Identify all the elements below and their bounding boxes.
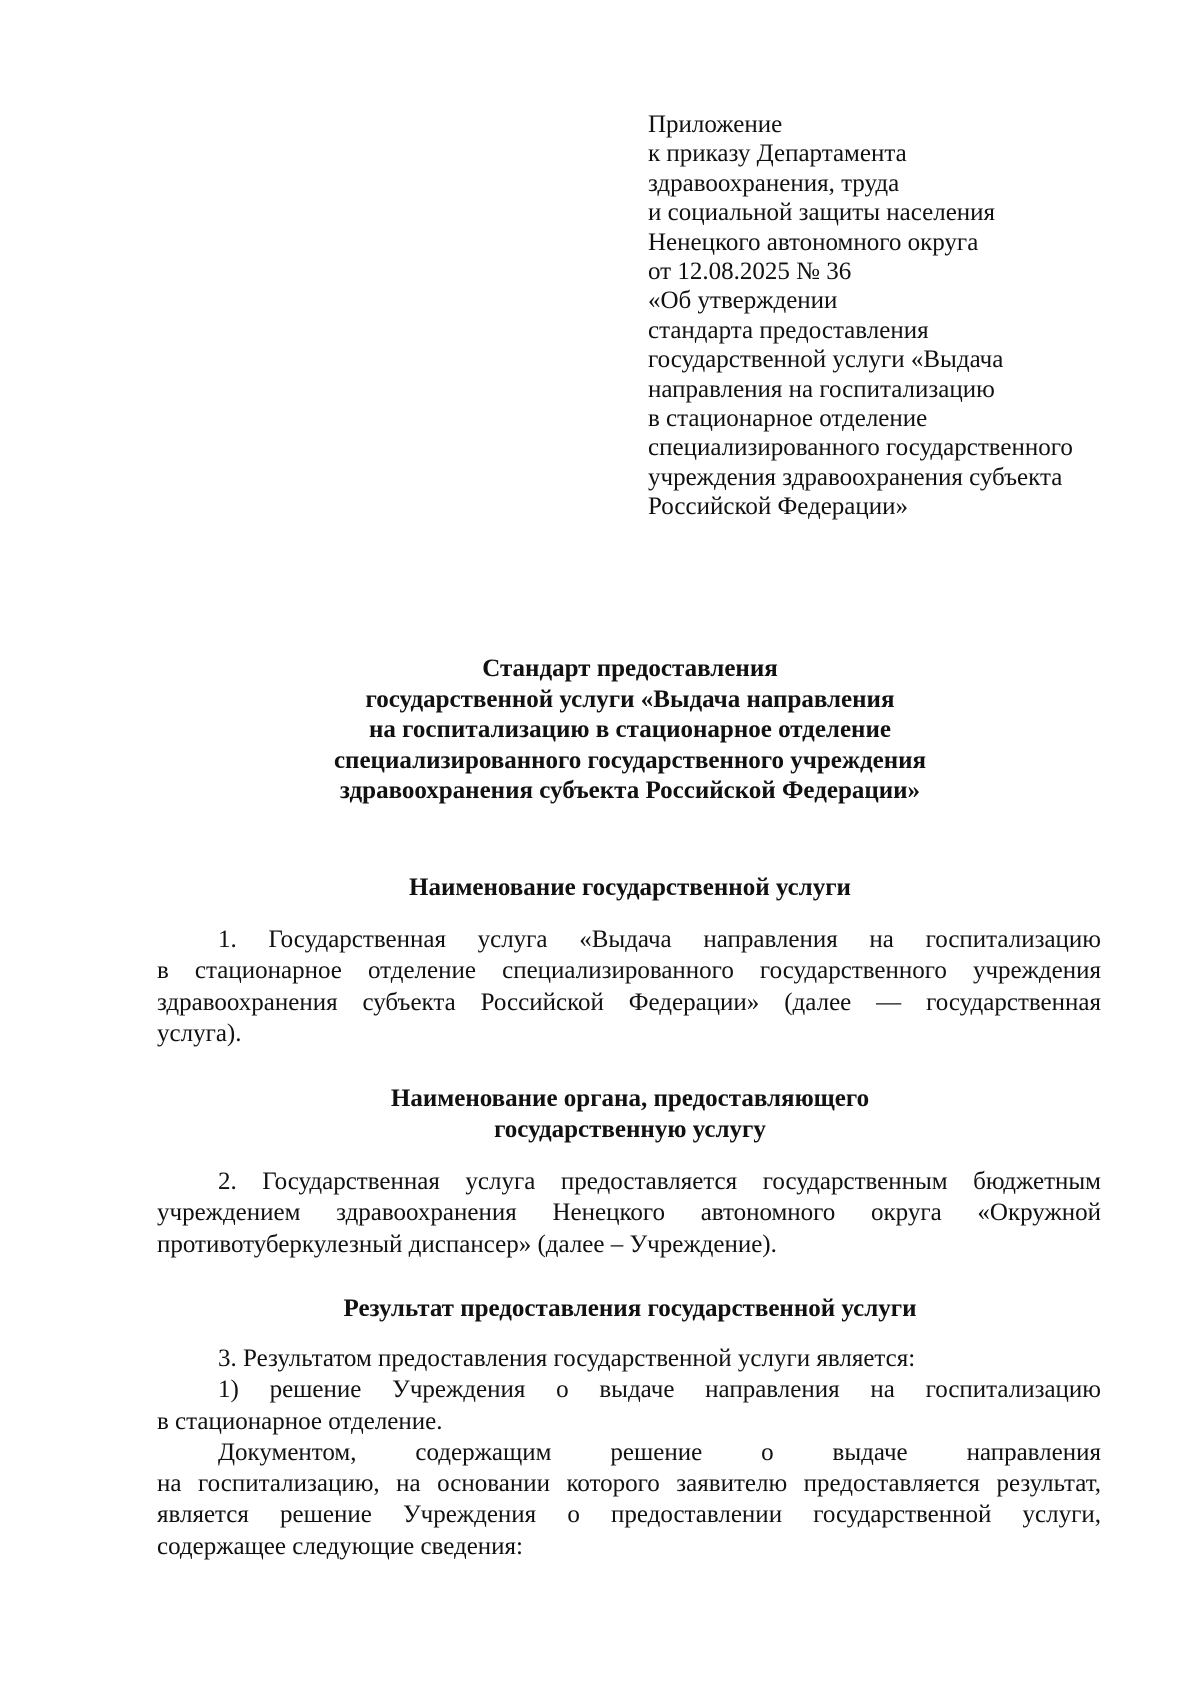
section-heading-service-name (155, 872, 1105, 903)
heading-text: Наименование органа, предоставляющего (390, 1085, 870, 1112)
document-title (155, 654, 1105, 807)
paragraph-line: содержащее следующие сведения: (157, 1532, 524, 1560)
paragraph-1 (157, 924, 1101, 1049)
title-line: специализированного государственного учреждения (333, 746, 927, 774)
paragraph-line: на госпитализацию, на основании которого заявителю предоставляется результат, (157, 1470, 1101, 1498)
appendix-line: здравоохранения, труда (648, 169, 900, 197)
appendix-line: государственной услуги «Выдача (648, 346, 1004, 374)
paragraph-line: противотуберкулезный диспансер» (далее – Учреждение). (157, 1230, 777, 1258)
appendix-block (648, 110, 1168, 522)
appendix-line: «Об утверждении (648, 287, 838, 315)
paragraph-line: 3. Результатом предоставления государственной услуги является: (218, 1345, 916, 1372)
paragraph-line: 1) решение Учреждения о выдаче направления на госпитализацию (218, 1376, 1101, 1404)
appendix-line: учреждения здравоохранения субъекта (648, 463, 1063, 491)
paragraph-line: в стационарное отделение специализированного государственного учреждения (157, 957, 1101, 985)
title-line: Стандарт предоставления (482, 655, 778, 682)
heading-text: Наименование государственной услуги (409, 874, 851, 901)
paragraph-line: услуга). (157, 1019, 242, 1047)
paragraph-line: в стационарное отделение. (157, 1407, 443, 1435)
appendix-line: Российской Федерации» (648, 493, 909, 521)
appendix-line: к приказу Департамента (648, 140, 907, 168)
heading-text: государственную услугу (494, 1116, 766, 1143)
section-heading-authority (155, 1083, 1105, 1145)
paragraph-line: является решение Учреждения о предоставлении государственной услуги, (157, 1501, 1101, 1529)
appendix-line: в стационарное отделение (648, 405, 928, 433)
appendix-line: Приложение (648, 111, 783, 138)
appendix-line: от 12.08.2025 № 36 (648, 258, 852, 286)
paragraph-3 (157, 1343, 1101, 1562)
title-line: государственной услуги «Выдача направления (365, 685, 895, 713)
paragraph-line: учреждением здравоохранения Ненецкого автономного округа «Окружной (157, 1199, 1101, 1227)
paragraph-line: Документом, содержащим решение о выдаче направления (218, 1438, 1101, 1466)
appendix-line: направления на госпитализацию (648, 375, 995, 403)
appendix-line: специализированного государственного (648, 434, 1073, 462)
title-line: здравоохранения субъекта Российской Федерации» (339, 777, 921, 804)
title-line: на госпитализацию в стационарное отделение (369, 716, 891, 743)
section-heading-result (155, 1293, 1105, 1324)
appendix-line: и социальной защиты населения (648, 199, 996, 227)
paragraph-line: здравоохранения субъекта Российской Федерации» (далее — государственная (157, 988, 1101, 1016)
paragraph-2 (157, 1166, 1101, 1260)
paragraph-line: 2. Государственная услуга предоставляется государственным бюджетным (218, 1168, 1101, 1195)
heading-text: Результат предоставления государственной услуги (343, 1295, 917, 1322)
appendix-line: Ненецкого автономного округа (648, 228, 979, 256)
appendix-line: стандарта предоставления (648, 316, 929, 344)
paragraph-line: 1. Государственная услуга «Выдача направления на госпитализацию (218, 926, 1101, 953)
